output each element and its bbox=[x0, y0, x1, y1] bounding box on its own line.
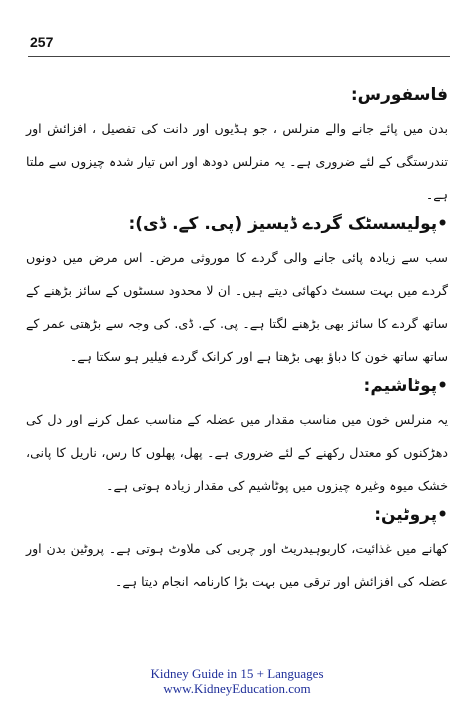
page-body bbox=[26, 82, 448, 598]
page-footer bbox=[0, 666, 474, 696]
header-divider bbox=[28, 56, 450, 57]
footer-website-link[interactable]: www.KidneyEducation.com bbox=[163, 681, 311, 696]
section-heading-phosphorus: فاسفورس: bbox=[350, 85, 448, 105]
paragraph-pkd: سب سے زیادہ پائی جانے والی گردے کا موروثی مرض۔ اس مرض میں دونوں گردے میں بہت سسٹ دکھائی دیتے ہیں۔ ان لا محدود سسٹوں کے سائز بڑھنے کے ساتھ گردے کا سائز بھی بڑھنے لگتا ہے۔ پی. کے. ڈی. کی وجہ سے بڑھتی عمر کے ساتھ ساتھ خون کا دباؤ بھی بڑھتا ہے اور کرانک گردے فیلیر ہو سکتا ہے۔ bbox=[26, 250, 448, 364]
page-number: 257 bbox=[30, 34, 54, 50]
paragraph-potassium: یہ منرلس خون میں مناسب مقدار میں عضلہ کے مناسب عمل کرنے اور دل کی دھڑکنوں کو معتدل رکھنے کے لئے ضروری ہے۔ پھل، پھلوں کا رس، ناریل کا پانی، خشک میوہ وغیرہ چیزوں میں پوٹاشیم کی مقدار زیادہ ہوتی ہے۔ bbox=[26, 412, 448, 493]
paragraph-protein: کھانے میں غذائیت، کاربوہیدریٹ اور چربی کی ملاوٹ ہوتی ہے۔ پروٹین بدن اور عضلہ کی افزائش اور ترقی میں بہت بڑا کارنامہ انجام دیتا ہے۔ bbox=[26, 541, 448, 589]
paragraph-phosphorus: بدن میں پائے جانے والے منرلس ، جو ہڈیوں اور دانت کی تفصیل ، افزائش اور تندرستگی کے لئے ضروری ہے۔ یہ منرلس دودھ اور اس تیار شدہ چیزوں سے ملتا ہے۔ bbox=[26, 121, 448, 202]
section-heading-protein: •پروٹین: bbox=[374, 505, 448, 525]
section-heading-pkd: •پولیسسٹک گردے ڈیسیز (پی. کے. ڈی): bbox=[128, 214, 448, 234]
section-heading-potassium: •پوٹاشیم: bbox=[363, 376, 448, 396]
footer-title: Kidney Guide in 15 + Languages bbox=[150, 666, 324, 681]
